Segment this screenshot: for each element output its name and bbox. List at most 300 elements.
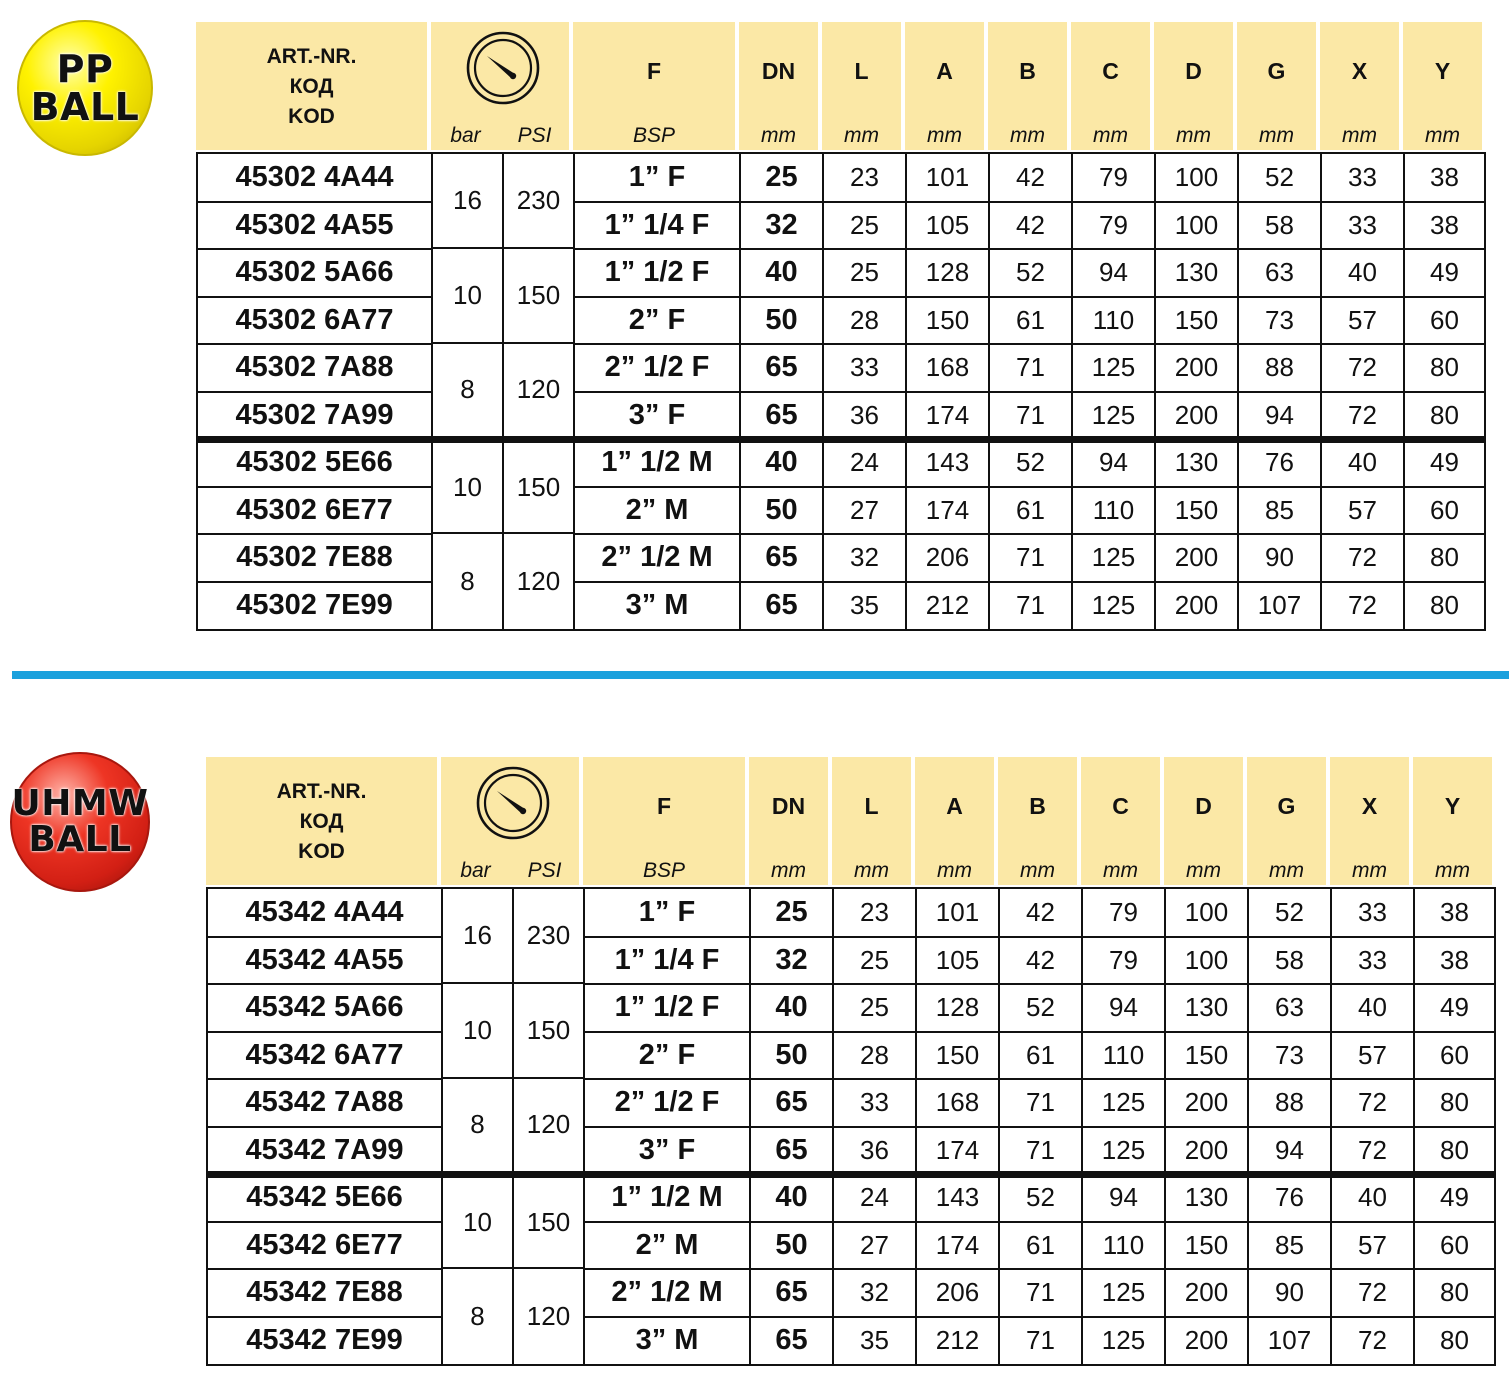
- pressure-psi-cell: 150: [504, 249, 575, 344]
- table-body: [206, 887, 1496, 1366]
- dimension-cell: 128: [907, 249, 990, 297]
- pressure-bar-cell: 8: [443, 1269, 514, 1364]
- dimension-cell: 80: [1430, 352, 1459, 383]
- art-nr-line: КОД: [289, 75, 334, 98]
- dimension-cell: 38: [1430, 209, 1459, 240]
- column-unit: mm: [1176, 124, 1211, 147]
- column-label: C: [1102, 58, 1119, 84]
- dimension-cell: 72: [1322, 392, 1405, 440]
- thread-cell: 1” 1/2 M: [575, 439, 741, 487]
- dn-cell: 65: [741, 344, 824, 392]
- dimension-cell: 143: [917, 1174, 1000, 1222]
- dimension-cell: 32: [824, 534, 907, 582]
- pressure-psi-cell: 150: [514, 984, 585, 1079]
- art-nr-cell: 45342 6E77: [208, 1222, 443, 1270]
- column-label: G: [1277, 793, 1296, 819]
- thread-cell: 1” F: [585, 889, 751, 937]
- dimension-cell: 57: [1322, 297, 1405, 345]
- dimension-cell: 100: [1156, 154, 1239, 202]
- column-label: Y: [1444, 793, 1461, 819]
- dimension-cell: 40: [1322, 439, 1405, 487]
- dimension-cell: 72: [1322, 582, 1405, 630]
- dimension-cell: 94: [1083, 984, 1166, 1032]
- dn-cell: 40: [751, 984, 834, 1032]
- art-nr-cell: 45302 7A88: [198, 344, 433, 392]
- pressure-gauge-icon: [475, 765, 551, 841]
- section-divider: [12, 671, 1509, 679]
- dimension-cell: 100: [1166, 937, 1249, 985]
- dimension-cell: 200: [1156, 392, 1239, 440]
- dimension-cell: 25: [824, 249, 907, 297]
- dimension-cell: 61: [1000, 1032, 1083, 1080]
- dimension-cell: 200: [1166, 1079, 1249, 1127]
- dimension-cell: 58: [1249, 937, 1332, 985]
- dimension-cell: 200: [1156, 582, 1239, 630]
- art-nr-line: ART.-NR.: [276, 780, 367, 803]
- dimension-cell: 150: [917, 1032, 1000, 1080]
- bar-unit-label: bar: [460, 859, 491, 882]
- column-unit: mm: [761, 124, 796, 147]
- thread-cell: 2” M: [575, 487, 741, 535]
- dimension-cell: 61: [1000, 1222, 1083, 1270]
- dimension-cell: 174: [917, 1127, 1000, 1175]
- pressure-psi-cell: 120: [514, 1079, 585, 1171]
- dimension-cell: 150: [1166, 1222, 1249, 1270]
- dimension-cell: 23: [824, 154, 907, 202]
- column-unit: mm: [1342, 124, 1377, 147]
- dimension-cell: 125: [1083, 1317, 1166, 1365]
- dimension-cell: 85: [1249, 1222, 1332, 1270]
- dimension-cell: 52: [990, 439, 1073, 487]
- table-row: [208, 1127, 1494, 1175]
- table-row: [198, 392, 1484, 440]
- dimension-cell: 200: [1166, 1127, 1249, 1175]
- column-unit: mm: [771, 859, 806, 882]
- dimension-cell: 60: [1440, 1039, 1469, 1070]
- dn-cell: 65: [741, 534, 824, 582]
- column-label: DN: [771, 793, 806, 819]
- dimension-cell: 60: [1430, 494, 1459, 525]
- dimension-cell: 72: [1332, 1127, 1415, 1175]
- column-label: D: [1195, 793, 1212, 819]
- table-row: [198, 439, 1484, 487]
- dimension-cell: 71: [990, 582, 1073, 630]
- dn-cell: 40: [741, 439, 824, 487]
- dimension-cell: 52: [1000, 1174, 1083, 1222]
- column-label: B: [1019, 58, 1036, 84]
- dimension-cell: 49: [1440, 992, 1469, 1023]
- dimension-cell: 42: [990, 154, 1073, 202]
- dimension-cell: 71: [990, 344, 1073, 392]
- dimension-cell: 143: [907, 439, 990, 487]
- pressure-bar-cell: 10: [443, 1178, 514, 1270]
- column-unit: mm: [1010, 124, 1045, 147]
- column-header-b: [988, 22, 1067, 150]
- dimension-cell: 107: [1249, 1317, 1332, 1365]
- dimension-cell: 25: [834, 984, 917, 1032]
- column-header-y: [1413, 757, 1492, 885]
- pressure-psi-cell: 150: [514, 1178, 585, 1270]
- dn-cell: 65: [741, 392, 824, 440]
- art-nr-line: KOD: [288, 105, 335, 128]
- column-label: G: [1267, 58, 1286, 84]
- column-label: C: [1112, 793, 1129, 819]
- dimension-cell: 88: [1239, 344, 1322, 392]
- dimension-cell: 73: [1239, 297, 1322, 345]
- table-row: [198, 344, 1484, 392]
- dimension-cell: 72: [1322, 344, 1405, 392]
- dimension-cell: 32: [834, 1269, 917, 1317]
- thread-cell: 1” 1/2 M: [585, 1174, 751, 1222]
- art-nr-line: KOD: [298, 840, 345, 863]
- table-header: [206, 757, 1496, 887]
- dimension-cell: 80: [1430, 589, 1459, 620]
- dimension-cell: 125: [1073, 582, 1156, 630]
- thread-cell: 2” F: [575, 297, 741, 345]
- dimension-cell: 38: [1430, 162, 1459, 193]
- dn-cell: 65: [751, 1127, 834, 1175]
- dimension-cell: 79: [1073, 154, 1156, 202]
- table-row: [198, 297, 1484, 345]
- pressure-units: [441, 859, 579, 883]
- dimension-cell: 25: [824, 202, 907, 250]
- table-row: [198, 487, 1484, 535]
- dimension-cell: 33: [1332, 937, 1415, 985]
- column-unit: mm: [1269, 859, 1304, 882]
- pressure-bar-cell: 10: [443, 984, 514, 1079]
- dn-cell: 50: [751, 1222, 834, 1270]
- dimension-cell: 125: [1083, 1127, 1166, 1175]
- dimension-cell: 94: [1239, 392, 1322, 440]
- table-row: [198, 582, 1484, 630]
- dimension-cell: 125: [1083, 1269, 1166, 1317]
- psi-unit-label: PSI: [517, 124, 552, 147]
- dimension-cell: 27: [824, 487, 907, 535]
- table-row: [198, 249, 1484, 297]
- table-row: [208, 937, 1494, 985]
- art-nr-line: ART.-NR.: [266, 45, 357, 68]
- pp-ball-badge: [17, 20, 153, 156]
- dimension-cell: 200: [1166, 1317, 1249, 1365]
- dimension-cell: 94: [1083, 1174, 1166, 1222]
- dimension-cell: 94: [1073, 439, 1156, 487]
- dimension-cell: 57: [1332, 1222, 1415, 1270]
- thread-cell: 2” F: [585, 1032, 751, 1080]
- dimension-cell: 130: [1166, 1174, 1249, 1222]
- dimension-cell: 101: [917, 889, 1000, 937]
- table-row: [208, 889, 1494, 937]
- art-nr-header: [196, 22, 427, 150]
- art-nr-cell: 45342 7E99: [208, 1317, 443, 1365]
- dimension-cell: 76: [1249, 1174, 1332, 1222]
- dimension-cell: 42: [1000, 937, 1083, 985]
- dimension-cell: 90: [1249, 1269, 1332, 1317]
- column-header-x: [1320, 22, 1399, 150]
- dimension-cell: 200: [1166, 1269, 1249, 1317]
- dn-cell: 50: [741, 487, 824, 535]
- column-unit: mm: [1425, 124, 1460, 147]
- dimension-cell: 79: [1083, 889, 1166, 937]
- dimension-cell: 27: [834, 1222, 917, 1270]
- dimension-cell: 88: [1249, 1079, 1332, 1127]
- column-label: X: [1351, 58, 1368, 84]
- dimension-cell: 60: [1440, 1229, 1469, 1260]
- dimension-cell: 72: [1322, 534, 1405, 582]
- dimension-cell: 52: [990, 249, 1073, 297]
- art-nr-cell: 45302 4A44: [198, 154, 433, 202]
- dimension-cell: 110: [1073, 297, 1156, 345]
- table-row: [208, 1222, 1494, 1270]
- dimension-cell: 63: [1249, 984, 1332, 1032]
- table-row: [208, 1269, 1494, 1317]
- dimension-cell: 71: [990, 534, 1073, 582]
- column-unit: mm: [1435, 859, 1470, 882]
- dimension-cell: 33: [824, 344, 907, 392]
- dimension-cell: 72: [1332, 1079, 1415, 1127]
- badge-line-1: PP: [56, 47, 114, 91]
- thread-cell: 2” 1/2 M: [575, 534, 741, 582]
- dimension-cell: 38: [1440, 897, 1469, 928]
- dimension-cell: 58: [1239, 202, 1322, 250]
- dimension-cell: 52: [1000, 984, 1083, 1032]
- column-header-g: [1237, 22, 1316, 150]
- pressure-psi-cell: 150: [504, 443, 575, 535]
- pressure-bar-cell: 10: [433, 249, 504, 344]
- dimension-cell: 49: [1440, 1182, 1469, 1213]
- dimension-cell: 110: [1083, 1222, 1166, 1270]
- dimension-cell: 85: [1239, 487, 1322, 535]
- dimension-cell: 206: [907, 534, 990, 582]
- dimension-cell: 33: [1322, 154, 1405, 202]
- dimension-cell: 212: [907, 582, 990, 630]
- thread-cell: 2” 1/2 F: [575, 344, 741, 392]
- thread-cell: 1” 1/4 F: [575, 202, 741, 250]
- column-header-l: [822, 22, 901, 150]
- table-row: [198, 202, 1484, 250]
- column-label: L: [854, 58, 869, 84]
- dn-cell: 50: [741, 297, 824, 345]
- dn-cell: 65: [751, 1317, 834, 1365]
- column-label: L: [864, 793, 879, 819]
- badge-line-1: UHMW: [11, 783, 149, 824]
- dimension-cell: 28: [824, 297, 907, 345]
- dimension-cell: 61: [990, 487, 1073, 535]
- column-header-a: [915, 757, 994, 885]
- dimension-cell: 42: [990, 202, 1073, 250]
- column-header-dn: [739, 22, 818, 150]
- pressure-bar-cell: 16: [443, 889, 514, 984]
- column-header-c: [1071, 22, 1150, 150]
- thread-cell: 2” M: [585, 1222, 751, 1270]
- column-unit: mm: [1259, 124, 1294, 147]
- dimension-cell: 57: [1322, 487, 1405, 535]
- dimension-cell: 72: [1332, 1317, 1415, 1365]
- dimension-cell: 33: [1322, 202, 1405, 250]
- column-header-b: [998, 757, 1077, 885]
- dimension-cell: 80: [1440, 1087, 1469, 1118]
- art-nr-cell: 45302 4A55: [198, 202, 433, 250]
- dimension-cell: 110: [1083, 1032, 1166, 1080]
- badge-line-2: BALL: [30, 85, 140, 129]
- dimension-cell: 94: [1249, 1127, 1332, 1175]
- column-header-y: [1403, 22, 1482, 150]
- column-header-f: [573, 22, 735, 150]
- dimension-cell: 40: [1332, 984, 1415, 1032]
- dimension-cell: 80: [1430, 542, 1459, 573]
- pressure-bar-cell: 16: [433, 154, 504, 249]
- dimension-cell: 49: [1430, 447, 1459, 478]
- column-unit: mm: [937, 859, 972, 882]
- dimension-cell: 125: [1083, 1079, 1166, 1127]
- dimension-cell: 100: [1156, 202, 1239, 250]
- bar-unit-label: bar: [450, 124, 481, 147]
- art-nr-cell: 45302 5A66: [198, 249, 433, 297]
- art-nr-header: [206, 757, 437, 885]
- pressure-bar-cell: 8: [433, 344, 504, 436]
- column-label: A: [936, 58, 953, 84]
- dimension-cell: 33: [1332, 889, 1415, 937]
- dimension-cell: 72: [1332, 1269, 1415, 1317]
- dimension-cell: 25: [834, 937, 917, 985]
- dimension-cell: 52: [1249, 889, 1332, 937]
- column-label: F: [656, 793, 672, 819]
- pressure-header: [441, 757, 579, 885]
- dimension-cell: 49: [1430, 257, 1459, 288]
- dimension-cell: 76: [1239, 439, 1322, 487]
- column-unit: mm: [927, 124, 962, 147]
- dimension-cell: 63: [1239, 249, 1322, 297]
- art-nr-label: [196, 42, 427, 132]
- pressure-header: [431, 22, 569, 150]
- art-nr-line: КОД: [299, 810, 344, 833]
- art-nr-label: [206, 777, 437, 867]
- dimension-cell: 125: [1073, 392, 1156, 440]
- dimension-cell: 71: [990, 392, 1073, 440]
- art-nr-cell: 45302 6E77: [198, 487, 433, 535]
- column-unit: mm: [1103, 859, 1138, 882]
- dimension-cell: 130: [1156, 249, 1239, 297]
- column-label: D: [1185, 58, 1202, 84]
- art-nr-cell: 45302 7A99: [198, 392, 433, 440]
- art-nr-cell: 45302 6A77: [198, 297, 433, 345]
- dimension-cell: 130: [1156, 439, 1239, 487]
- dimension-cell: 150: [1156, 297, 1239, 345]
- dimension-cell: 125: [1073, 534, 1156, 582]
- dn-cell: 32: [751, 937, 834, 985]
- pressure-psi-cell: 120: [504, 534, 575, 629]
- art-nr-cell: 45342 7E88: [208, 1269, 443, 1317]
- dimension-cell: 80: [1440, 1324, 1469, 1355]
- thread-cell: 3” F: [585, 1127, 751, 1175]
- dimension-cell: 79: [1083, 937, 1166, 985]
- dimension-cell: 105: [917, 937, 1000, 985]
- art-nr-cell: 45342 6A77: [208, 1032, 443, 1080]
- column-label: F: [646, 58, 662, 84]
- dimension-cell: 35: [834, 1317, 917, 1365]
- pressure-units: [431, 124, 569, 148]
- dimension-cell: 71: [1000, 1269, 1083, 1317]
- column-label: B: [1029, 793, 1046, 819]
- column-header-g: [1247, 757, 1326, 885]
- table-row: [208, 1079, 1494, 1127]
- dn-cell: 65: [741, 582, 824, 630]
- pp-ball-table: [196, 22, 1486, 621]
- dimension-cell: 35: [824, 582, 907, 630]
- dimension-cell: 40: [1322, 249, 1405, 297]
- dimension-cell: 79: [1073, 202, 1156, 250]
- dimension-cell: 130: [1166, 984, 1249, 1032]
- pressure-bar-cell: 8: [443, 1079, 514, 1171]
- column-header-l: [832, 757, 911, 885]
- table-header: [196, 22, 1486, 152]
- thread-cell: 1” 1/2 F: [575, 249, 741, 297]
- dimension-cell: 73: [1249, 1032, 1332, 1080]
- column-header-c: [1081, 757, 1160, 885]
- pressure-gauge-icon: [465, 30, 541, 106]
- thread-cell: 2” 1/2 M: [585, 1269, 751, 1317]
- art-nr-cell: 45342 5E66: [208, 1174, 443, 1222]
- dimension-cell: 71: [1000, 1317, 1083, 1365]
- dimension-cell: 150: [1156, 487, 1239, 535]
- column-header-d: [1154, 22, 1233, 150]
- table-row: [208, 984, 1494, 1032]
- column-label: Y: [1434, 58, 1451, 84]
- column-unit: BSP: [632, 124, 676, 147]
- dn-cell: 40: [741, 249, 824, 297]
- thread-cell: 3” M: [575, 582, 741, 630]
- uhmw-ball-table: [206, 757, 1496, 1356]
- dimension-cell: 200: [1156, 344, 1239, 392]
- column-unit: mm: [1093, 124, 1128, 147]
- dimension-cell: 110: [1073, 487, 1156, 535]
- dn-cell: 65: [751, 1079, 834, 1127]
- dimension-cell: 174: [907, 487, 990, 535]
- dimension-cell: 200: [1156, 534, 1239, 582]
- dimension-cell: 212: [917, 1317, 1000, 1365]
- dimension-cell: 206: [917, 1269, 1000, 1317]
- uhmw-ball-badge: [10, 752, 150, 892]
- dn-cell: 50: [751, 1032, 834, 1080]
- dimension-cell: 71: [1000, 1079, 1083, 1127]
- dimension-cell: 60: [1430, 304, 1459, 335]
- dn-cell: 40: [751, 1174, 834, 1222]
- table-body: [196, 152, 1486, 631]
- pressure-psi-cell: 120: [514, 1269, 585, 1364]
- column-header-x: [1330, 757, 1409, 885]
- table-row: [198, 154, 1484, 202]
- dimension-cell: 107: [1239, 582, 1322, 630]
- dimension-cell: 128: [917, 984, 1000, 1032]
- thread-cell: 3” F: [575, 392, 741, 440]
- dimension-cell: 36: [824, 392, 907, 440]
- dimension-cell: 28: [834, 1032, 917, 1080]
- thread-cell: 2” 1/2 F: [585, 1079, 751, 1127]
- dimension-cell: 24: [834, 1174, 917, 1222]
- dimension-cell: 36: [834, 1127, 917, 1175]
- column-label: A: [946, 793, 963, 819]
- pressure-bar-cell: 8: [433, 534, 504, 629]
- art-nr-cell: 45342 7A88: [208, 1079, 443, 1127]
- dimension-cell: 100: [1166, 889, 1249, 937]
- column-header-dn: [749, 757, 828, 885]
- dimension-cell: 33: [834, 1079, 917, 1127]
- dimension-cell: 57: [1332, 1032, 1415, 1080]
- dimension-cell: 23: [834, 889, 917, 937]
- dimension-cell: 174: [907, 392, 990, 440]
- dimension-cell: 168: [907, 344, 990, 392]
- art-nr-cell: 45302 7E99: [198, 582, 433, 630]
- table-row: [208, 1032, 1494, 1080]
